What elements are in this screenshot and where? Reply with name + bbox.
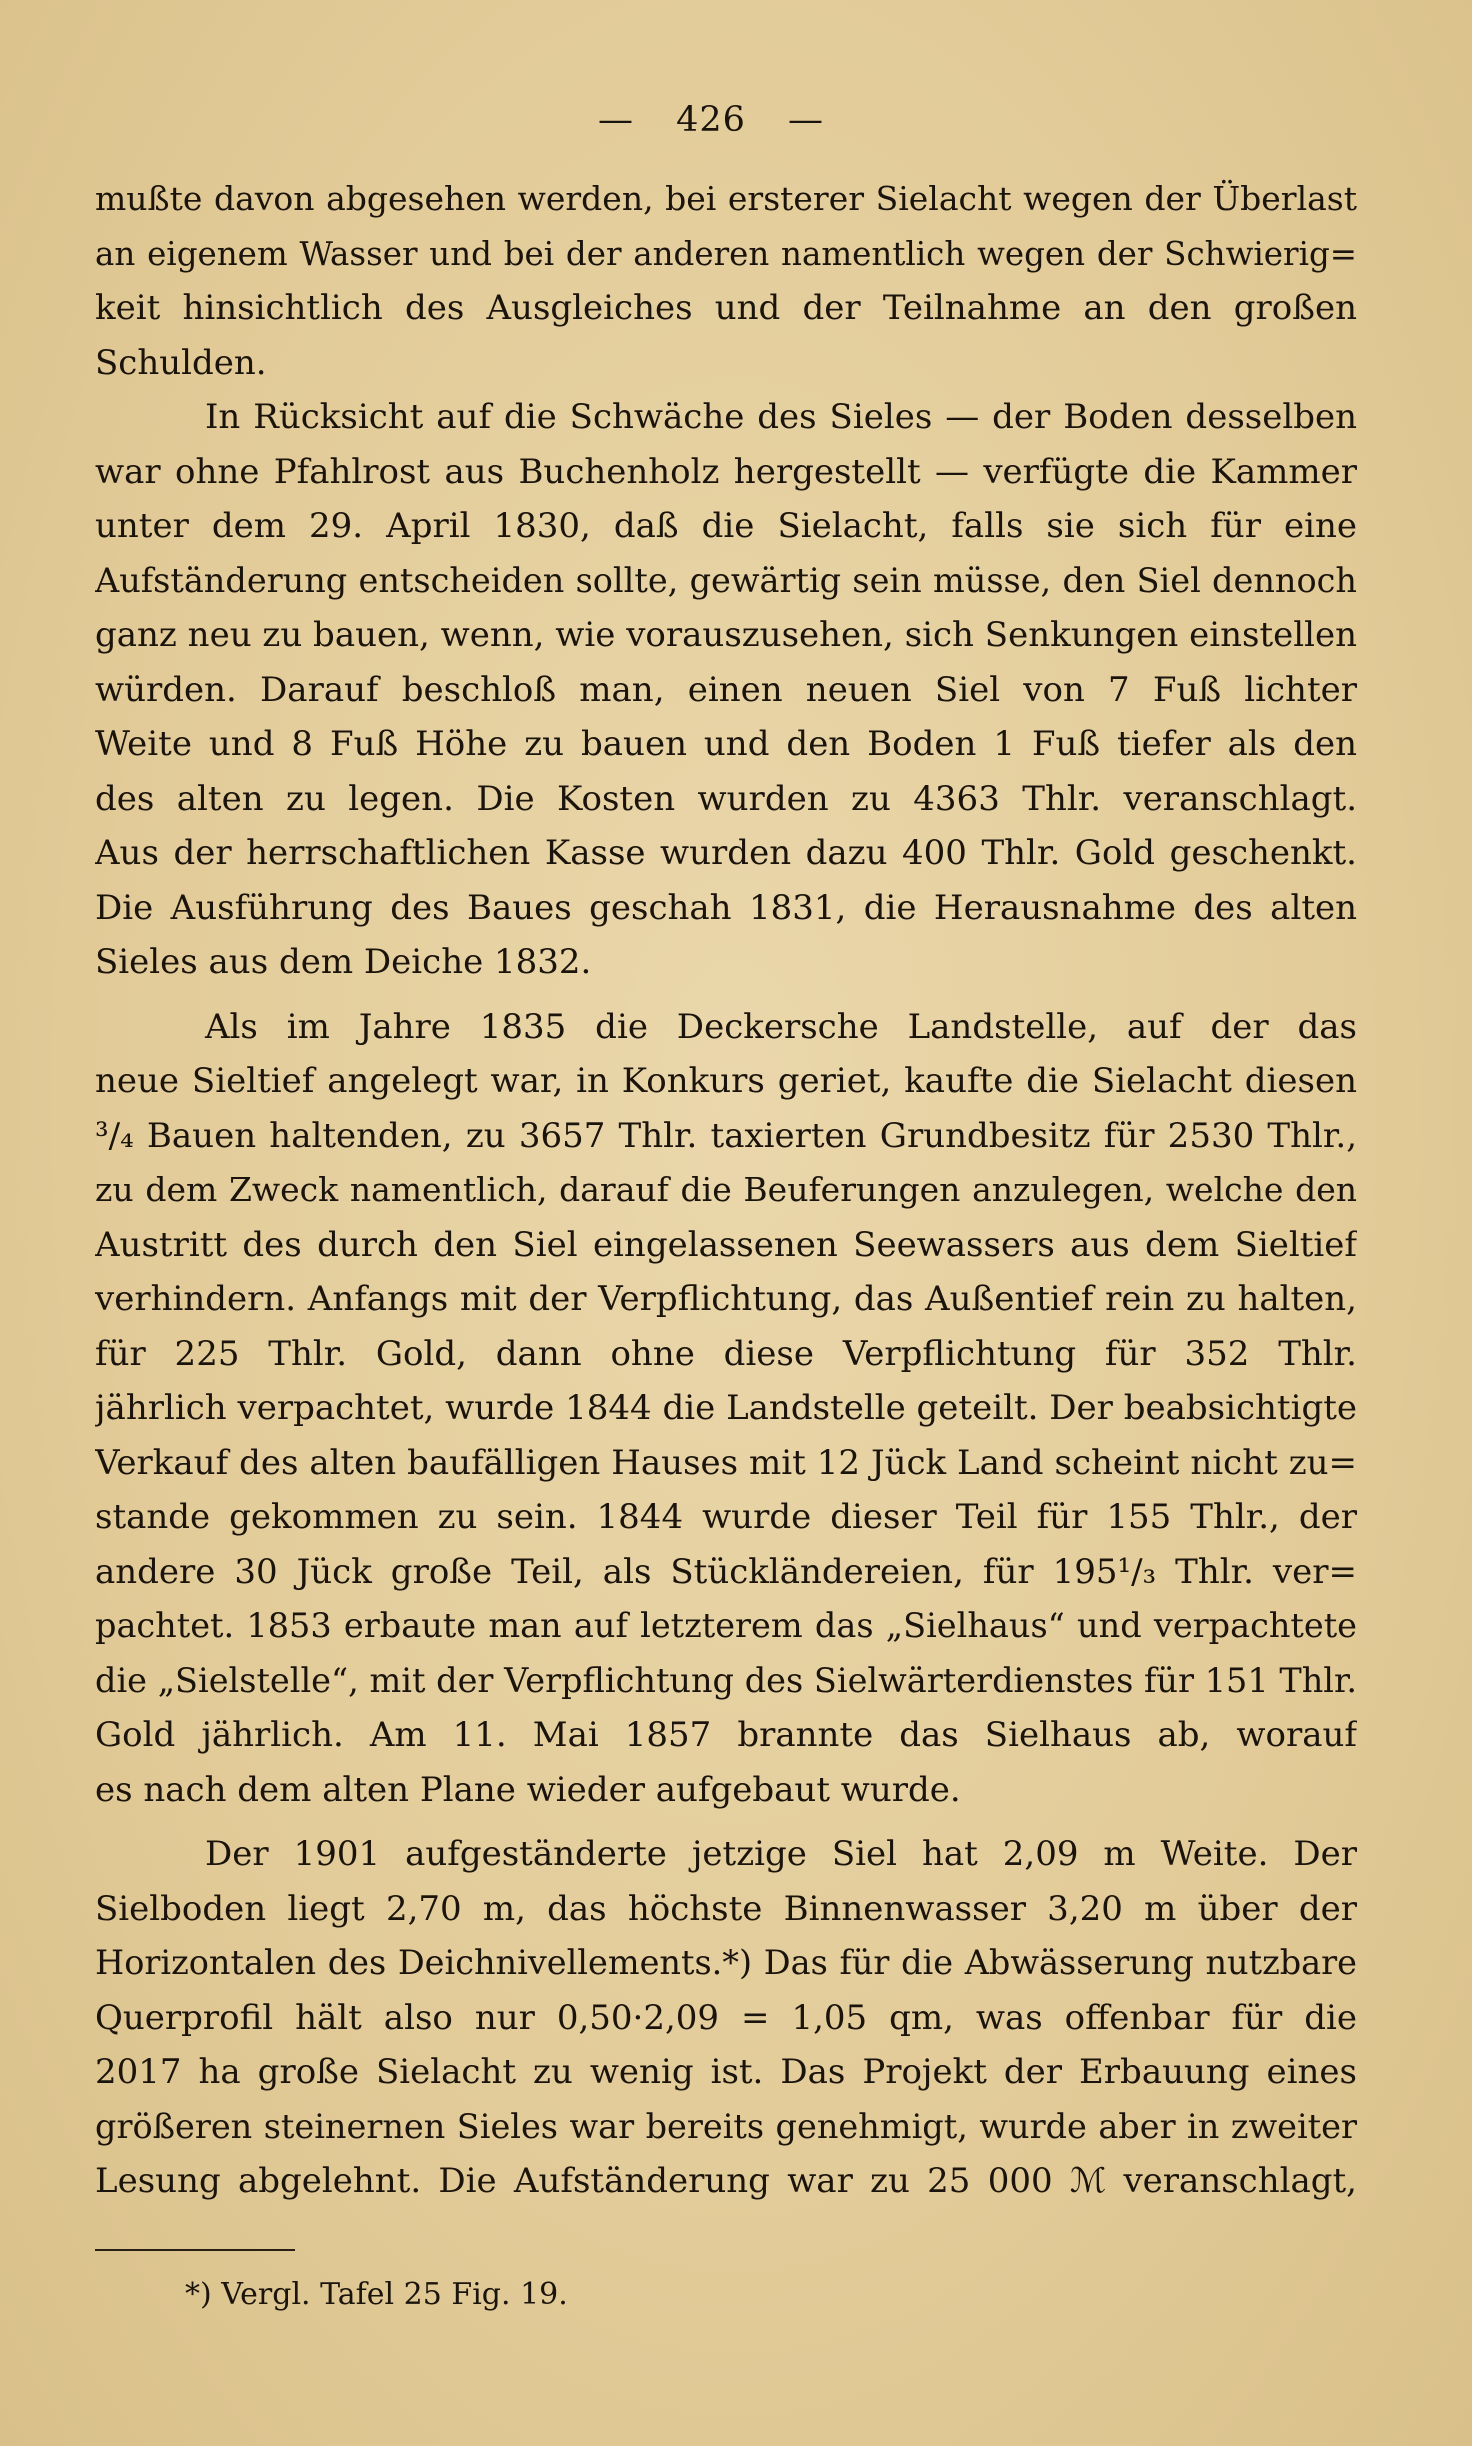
text-line: größeren steinernen Sieles war bereits genehmigt, wurde aber in zweiter: [95, 2106, 1357, 2146]
text-line: verhindern. Anfangs mit der Verpflichtung, das Außentief rein zu halten,: [95, 1279, 1357, 1319]
footnote: *) Vergl. Tafel 25 Fig. 19.: [185, 2277, 568, 2312]
text-line: Lesung abgelehnt. Die Aufständerung war zu 25 000 ℳ veranschlagt,: [95, 2161, 1357, 2201]
paragraph-1: [95, 172, 1357, 390]
text-line: Querprofil hält also nur 0,50·2,09 = 1,05 qm, was offenbar für die: [95, 1997, 1357, 2038]
text-line: Austritt des durch den Siel eingelassenen Seewassers aus dem Sieltief: [95, 1224, 1357, 1265]
text-line: für 225 Thlr. Gold, dann ohne diese Verpflichtung für 352 Thlr.: [95, 1333, 1357, 1374]
page-number-dash-right: —: [788, 100, 825, 140]
text-line: Sieles aus dem Deiche 1832.: [95, 942, 592, 982]
text-line: mußte davon abgesehen werden, bei ersterer Sielacht wegen der Überlast: [95, 179, 1357, 218]
text-line: Horizontalen des Deichnivellements.*) Das für die Abwässerung nutzbare: [95, 1943, 1357, 1982]
text-line: Aus der herrschaftlichen Kasse wurden dazu 400 Thlr. Gold geschenkt.: [95, 833, 1357, 873]
text-line: keit hinsichtlich des Ausgleiches und der Teilnahme an den großen: [95, 288, 1357, 328]
page-body: [95, 100, 1357, 2209]
paragraph-2: [95, 390, 1357, 990]
text-line: an eigenem Wasser und bei der anderen namentlich wegen der Schwierig=: [95, 234, 1357, 273]
text-line: war ohne Pfahlrost aus Buchenholz hergestellt — verfügte die Kammer: [95, 451, 1357, 492]
text-line: unter dem 29. April 1830, daß die Sielacht, falls sie sich für eine: [95, 506, 1357, 546]
text-line: jährlich verpachtet, wurde 1844 die Landstelle geteilt. Der beabsichtigte: [95, 1388, 1357, 1428]
text-line: Gold jährlich. Am 11. Mai 1857 brannte das Sielhaus ab, worauf: [95, 1715, 1357, 1755]
text-line: andere 30 Jück große Teil, als Stückländereien, für 195¹/₃ Thlr. ver=: [95, 1551, 1357, 1592]
text-line: neue Sieltief angelegt war, in Konkurs geriet, kaufte die Sielacht diesen: [95, 1061, 1357, 1101]
text-line: 2017 ha große Sielacht zu wenig ist. Das Projekt der Erbauung eines: [95, 2052, 1357, 2092]
text-line: ³/₄ Bauen haltenden, zu 3657 Thlr. taxierten Grundbesitz für 2530 Thlr.,: [95, 1115, 1357, 1156]
text-line: Aufständerung entscheiden sollte, gewärtig sein müsse, den Siel dennoch: [95, 560, 1357, 600]
page-number-line: [65, 100, 1357, 160]
text-line: pachtet. 1853 erbaute man auf letzterem das „Sielhaus“ und verpachtete: [95, 1606, 1357, 1645]
text-line: In Rücksicht auf die Schwäche des Sieles — der Boden desselben: [205, 397, 1357, 437]
text-line: es nach dem alten Plane wieder aufgebaut wurde.: [95, 1769, 961, 1810]
text-line: Als im Jahre 1835 die Deckersche Landstelle, auf der das: [205, 1006, 1357, 1047]
text-line: stande gekommen zu sein. 1844 wurde dieser Teil für 155 Thlr., der: [95, 1497, 1357, 1537]
text-line: würden. Darauf beschloß man, einen neuen Siel von 7 Fuß lichter: [95, 669, 1357, 710]
text-line: des alten zu legen. Die Kosten wurden zu 4363 Thlr. veranschlagt.: [95, 778, 1357, 819]
text-line: Der 1901 aufgeständerte jetzige Siel hat 2,09 m Weite. Der: [205, 1834, 1357, 1874]
text-line: Verkauf des alten baufälligen Hauses mit 12 Jück Land scheint nicht zu=: [95, 1442, 1357, 1483]
text-line: Weite und 8 Fuß Höhe zu bauen und den Boden 1 Fuß tiefer als den: [95, 724, 1357, 764]
text-line: Sielboden liegt 2,70 m, das höchste Binnenwasser 3,20 m über der: [95, 1888, 1357, 1929]
text-line: die „Sielstelle“, mit der Verpflichtung des Sielwärterdienstes für 151 Thlr.: [95, 1660, 1357, 1700]
paragraph-3: [95, 1000, 1357, 1818]
text-line: zu dem Zweck namentlich, darauf die Beuferungen anzulegen, welche den: [95, 1170, 1357, 1209]
text-line: ganz neu zu bauen, wenn, wie vorauszusehen, sich Senkungen einstellen: [95, 615, 1357, 655]
paragraph-4: [95, 1827, 1357, 2209]
page-number-dash-left: —: [597, 100, 634, 140]
text-line: Schulden.: [95, 342, 267, 383]
page-number: 426: [676, 100, 746, 140]
text-line: Die Ausführung des Baues geschah 1831, die Herausnahme des alten: [95, 887, 1357, 928]
footnote-rule: [95, 2249, 295, 2251]
